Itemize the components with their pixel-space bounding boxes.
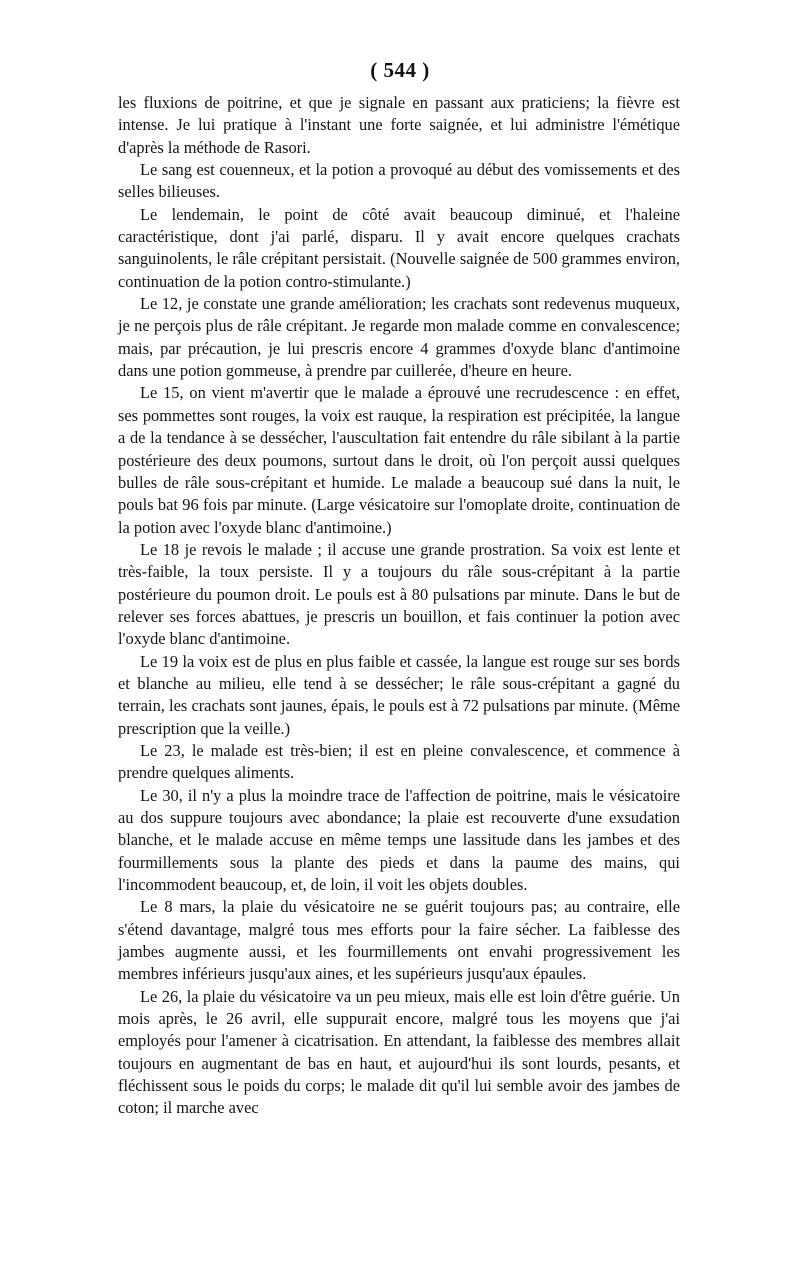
paragraph: Le 26, la plaie du vésicatoire va un peu mieux, mais elle est loin d'être guérie. Un mois après, le 26 avril, elle suppurait encore, malgré tous les moyens que j'ai employés pour l'amener à cicatrisation. En attendant, la faiblesse des membres allait toujours en augmentant de bas en haut, et aujourd'hui ils sont lourds, pesants, et fléchissent sous le poids du corps; le malade dit qu'il lui semble avoir des jambes de coton; il marche avec bbox=[118, 986, 680, 1118]
paragraph-continuation: les fluxions de poitrine, et que je signale en passant aux praticiens; la fièvre est intense. Je lui pratique à l'instant une forte saignée, et lui administre l'émétique d'après la méthode de Rasori. bbox=[118, 93, 680, 157]
paragraph: Le 8 mars, la plaie du vésicatoire ne se guérit toujours pas; au contraire, elle s'étend davantage, malgré tous mes efforts pour la faire sécher. La faiblesse des jambes augmente aussi, et les fourmillements ont envahi progressivement les membres inférieurs jusqu'aux aines, et les supérieurs jusqu'aux épaules. bbox=[118, 897, 680, 984]
paragraph: Le 23, le malade est très-bien; il est en pleine convalescence, et commence à prendre quelques aliments. bbox=[118, 740, 680, 783]
paragraph: Le sang est couenneux, et la potion a provoqué au début des vomissements et des selles bilieuses. bbox=[118, 160, 680, 202]
paragraph: Le 12, je constate une grande amélioration; les crachats sont redevenus muqueux, je ne perçois plus de râle crépitant. Je regarde mon malade comme en convalescence; mais, par précaution, je lui prescris encore 4 grammes d'oxyde blanc d'antimoine dans une potion gommeuse, à prendre par cuillerée, d'heure en heure. bbox=[118, 294, 680, 381]
paragraph: Le 18 je revois le malade ; il accuse une grande prostration. Sa voix est lente et très-faible, la toux persiste. Il y a toujours du râle sous-crépitant à la partie postérieure du poumon droit. Le pouls est à 80 pulsations par minute. Dans le but de relever ses forces abattues, je prescris un bouillon, et fais continuer la potion avec l'oxyde blanc d'antimoine. bbox=[118, 539, 680, 649]
page-number: ( 544 ) bbox=[370, 58, 430, 82]
paragraph: Le lendemain, le point de côté avait beaucoup diminué, et l'haleine caractéristique, dont j'ai parlé, disparu. Il y avait encore quelques crachats sanguinolents, le râle crépitant persistait. (Nouvelle saignée de 500 grammes environ, continuation de la potion contro-stimulante.) bbox=[118, 204, 680, 291]
paragraph: Le 15, on vient m'avertir que le malade a éprouvé une recrudescence : en effet, ses pommettes sont rouges, la voix est rauque, la respiration est précipitée, la langue a de la tendance à se dessécher, l'auscultation fait entendre du râle sibilant à la partie postérieure des deux poumons, surtout dans le droit, où l'on perçoit aussi quelques bulles de râle sous-crépitant et humide. Le malade a beaucoup sué dans la nuit, le pouls bat 96 fois par minute. (Large vésicatoire sur l'omoplate droite, continuation de la potion avec l'oxyde blanc d'antimoine.) bbox=[118, 383, 680, 537]
paragraph: Le 19 la voix est de plus en plus faible et cassée, la langue est rouge sur ses bords et blanche au milieu, elle tend à se dessécher; le râle sous-crépitant a gagné du terrain, les crachats sont jaunes, épais, le pouls est à 72 pulsations par minute. (Même prescription que la veille.) bbox=[118, 651, 680, 738]
paragraph: Le 30, il n'y a plus la moindre trace de l'affection de poitrine, mais le vésicatoire au dos suppure toujours avec abondance; la plaie est recouverte d'une exsudation blanche, et le malade accuse en même temps une lassitude dans les jambes et des fourmillements sous la plante des pieds et dans la paume des mains, qui l'incommodent beaucoup, et, de loin, il voit les objets doubles. bbox=[118, 785, 680, 895]
body-text bbox=[118, 92, 680, 1120]
